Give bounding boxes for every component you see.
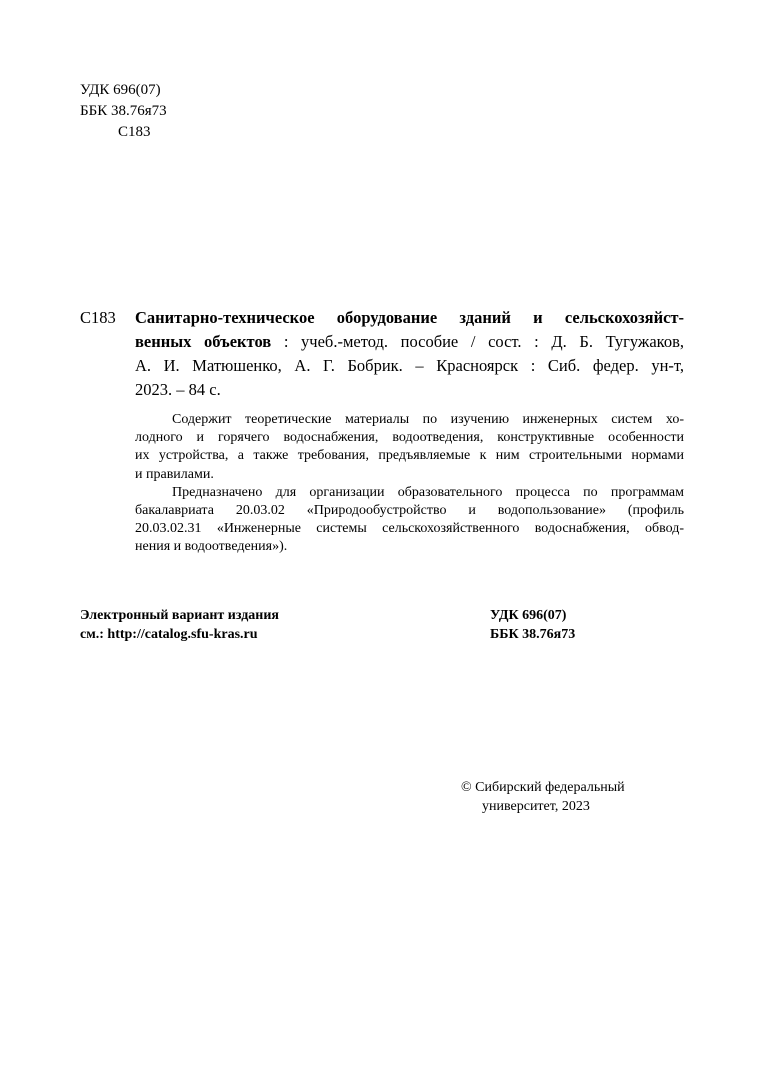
abstract xyxy=(135,411,684,557)
abstract-line: Предназначено для организации образовательного процесса по программам xyxy=(172,484,684,500)
bbk-code: ББК 38.76я73 xyxy=(80,103,167,119)
entry-description: : учеб.-метод. пособие / сост. : Д. Б. Тугужаков, xyxy=(271,332,685,351)
abstract-line: их устройства, а также требования, предъявляемые к ним строительными нормами xyxy=(135,448,684,464)
classification-bottom xyxy=(490,606,575,644)
bbk-code-bottom: ББК 38.76я73 xyxy=(490,627,576,642)
abstract-line: Содержит теоретические материалы по изучению инженерных систем хо- xyxy=(172,412,684,427)
abstract-line: нения и водоотведения»). xyxy=(135,539,288,555)
copyright-line-1: © Сибирский федеральный xyxy=(461,780,625,795)
classification-block xyxy=(80,80,167,143)
abstract-line: бакалавриата 20.03.02 «Природообустройство и водопользование» (профиль xyxy=(135,503,684,519)
abstract-paragraph-1 xyxy=(135,411,684,484)
electronic-version-note xyxy=(80,606,279,644)
bibliographic-entry xyxy=(135,306,684,402)
entry-title-line-2 xyxy=(135,330,684,354)
entry-author-mark: С183 xyxy=(80,308,116,327)
electronic-version-label: Электронный вариант издания xyxy=(80,608,279,623)
catalog-link[interactable]: см.: http://catalog.sfu-kras.ru xyxy=(80,627,258,642)
abstract-line: лодного и горячего водоснабжения, водоотведения, конструктивные особенности xyxy=(135,430,684,446)
abstract-paragraph-2 xyxy=(135,484,684,557)
abstract-line: и правилами. xyxy=(135,466,214,482)
copyright xyxy=(461,778,625,816)
copyright-line-2: университет, 2023 xyxy=(482,799,590,814)
abstract-line: 20.03.02.31 «Инженерные системы сельскохозяйственного водоснабжения, обвод- xyxy=(135,521,684,537)
udk-code-bottom: УДК 696(07) xyxy=(490,608,567,623)
entry-line-4: 2023. – 84 с. xyxy=(135,380,221,399)
author-mark: С183 xyxy=(118,124,151,140)
udk-code: УДК 696(07) xyxy=(80,82,161,98)
entry-title-line-1: Санитарно-техническое оборудование зданий и сельскохозяйст- xyxy=(135,308,684,327)
entry-title-end: венных объектов xyxy=(135,332,272,351)
entry-line-3: А. И. Матюшенко, А. Г. Бобрик. – Красноярск : Сиб. федер. ун-т, xyxy=(135,356,684,375)
